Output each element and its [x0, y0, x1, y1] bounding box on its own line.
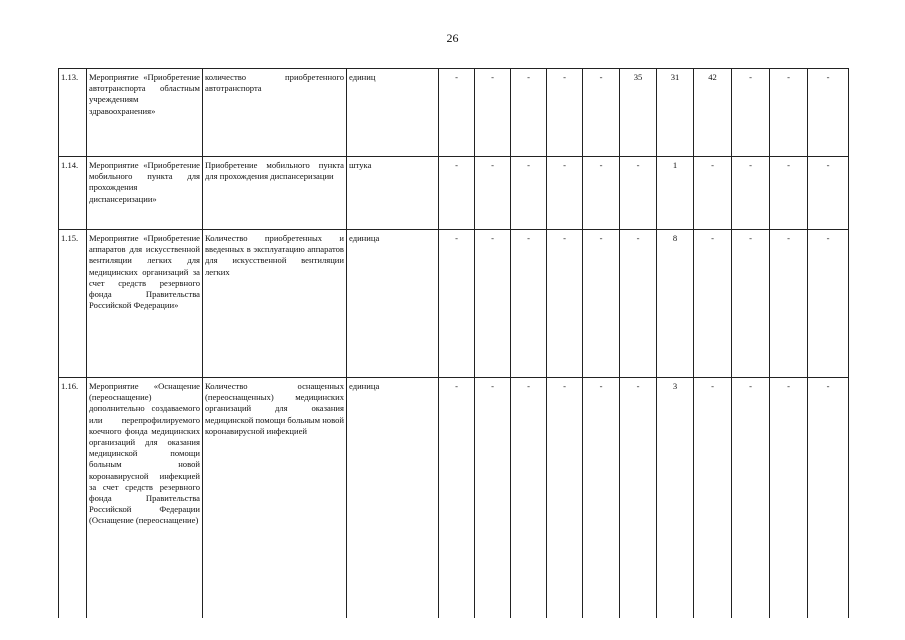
- row-number-cell: 1.15.: [59, 230, 87, 378]
- value-cell: -: [770, 378, 808, 618]
- unit-cell: единица: [347, 378, 439, 618]
- table-body: [59, 69, 849, 618]
- measure-name-cell: Мероприятие «Приобретение мобильного пункта для прохождения диспансеризации»: [87, 157, 203, 230]
- value-cell: -: [583, 378, 620, 618]
- unit-cell: единиц: [347, 69, 439, 157]
- value-cell: 42: [694, 69, 732, 157]
- value-cell: -: [547, 157, 583, 230]
- value-cell: -: [808, 69, 849, 157]
- value-cell: -: [694, 230, 732, 378]
- value-cell: -: [547, 69, 583, 157]
- value-cell: -: [511, 157, 547, 230]
- value-cell: -: [475, 230, 511, 378]
- value-cell: -: [808, 378, 849, 618]
- value-cell: -: [439, 157, 475, 230]
- value-cell: -: [620, 230, 657, 378]
- value-cell: 31: [657, 69, 694, 157]
- value-cell: -: [547, 378, 583, 618]
- value-cell: -: [439, 378, 475, 618]
- value-cell: -: [620, 378, 657, 618]
- value-cell: -: [439, 69, 475, 157]
- row-number-cell: 1.16.: [59, 378, 87, 618]
- indicators-table: [58, 68, 849, 618]
- value-cell: 35: [620, 69, 657, 157]
- measure-name-cell: Мероприятие «Оснащение (переоснащение) дополнительно создаваемого или перепрофилируемого коечного фонда медицинских организаций для оказания медицинской помощи больным новой коронавирусной инфекцией за счет средств резервного фонда Правительства Российской Федерации (Оснащение (переоснащение): [87, 378, 203, 618]
- table-row: [59, 69, 849, 157]
- value-cell: -: [770, 69, 808, 157]
- value-cell: -: [475, 69, 511, 157]
- measure-name-cell: Мероприятие «Приобретение автотранспорта областным учреждениям здравоохранения»: [87, 69, 203, 157]
- value-cell: -: [583, 230, 620, 378]
- value-cell: -: [511, 378, 547, 618]
- table-row: [59, 378, 849, 618]
- value-cell: 8: [657, 230, 694, 378]
- row-number-cell: 1.14.: [59, 157, 87, 230]
- value-cell: -: [475, 378, 511, 618]
- page-number: 26: [446, 31, 459, 45]
- indicator-cell: Количество оснащенных (переоснащенных) медицинских организаций для оказания медицинской помощи больным новой коронавирусной инфекцией: [203, 378, 347, 618]
- value-cell: -: [694, 157, 732, 230]
- unit-cell: штука: [347, 157, 439, 230]
- value-cell: -: [770, 157, 808, 230]
- row-number-cell: 1.13.: [59, 69, 87, 157]
- value-cell: 1: [657, 157, 694, 230]
- value-cell: 3: [657, 378, 694, 618]
- value-cell: -: [808, 157, 849, 230]
- value-cell: -: [694, 378, 732, 618]
- value-cell: -: [620, 157, 657, 230]
- indicator-cell: Приобретение мобильного пункта для прохождения диспансеризации: [203, 157, 347, 230]
- value-cell: -: [511, 230, 547, 378]
- table-row: [59, 157, 849, 230]
- value-cell: -: [583, 69, 620, 157]
- value-cell: -: [770, 230, 808, 378]
- value-cell: -: [547, 230, 583, 378]
- value-cell: -: [732, 69, 770, 157]
- table-row: [59, 230, 849, 378]
- value-cell: -: [732, 157, 770, 230]
- value-cell: -: [439, 230, 475, 378]
- value-cell: -: [583, 157, 620, 230]
- measure-name-cell: Мероприятие «Приобретение аппаратов для искусственной вентиляции легких для медицинских организаций за счет средств резервного фонда Правительства Российской Федерации»: [87, 230, 203, 378]
- indicator-cell: количество приобретенного автотранспорта: [203, 69, 347, 157]
- unit-cell: единица: [347, 230, 439, 378]
- indicator-cell: Количество приобретенных и введенных в эксплуатацию аппаратов для искусственной вентиляции легких: [203, 230, 347, 378]
- value-cell: -: [808, 230, 849, 378]
- value-cell: -: [732, 378, 770, 618]
- value-cell: -: [732, 230, 770, 378]
- value-cell: -: [511, 69, 547, 157]
- value-cell: -: [475, 157, 511, 230]
